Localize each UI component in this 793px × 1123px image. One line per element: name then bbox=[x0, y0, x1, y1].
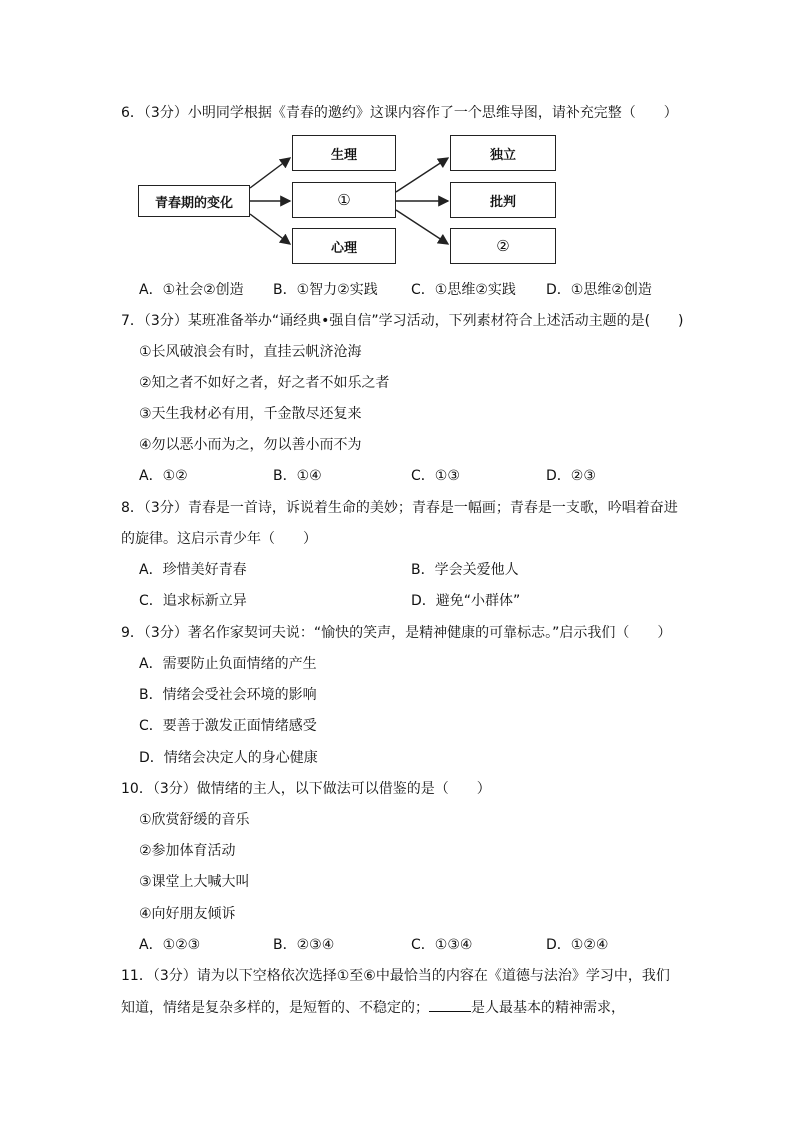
q11-stem-line2-part1: 知道，情绪是复杂多样的，是短暂的、不稳定的； bbox=[121, 1000, 429, 1016]
q10-option-b[interactable]: B．②③④ bbox=[273, 937, 335, 953]
node-critique: 批判 bbox=[450, 182, 556, 218]
q10-option-d[interactable]: D．①②④ bbox=[546, 937, 609, 953]
q10-item-2: ②参加体育活动 bbox=[139, 843, 236, 859]
q8-option-b[interactable]: B．学会关爱他人 bbox=[411, 562, 519, 578]
q10-item-4: ④向好朋友倾诉 bbox=[139, 906, 236, 922]
root-node: 青春期的变化 bbox=[138, 185, 250, 217]
q9-option-d[interactable]: D．情绪会决定人的身心健康 bbox=[139, 750, 318, 766]
node-psychology: 心理 bbox=[292, 228, 396, 264]
mind-map-diagram bbox=[138, 130, 568, 270]
q7-item-1: ①长风破浪会有时，直挂云帆济沧海 bbox=[139, 344, 362, 360]
q11-stem-line2 bbox=[121, 997, 625, 1018]
arrow-root-to-physiology bbox=[250, 158, 290, 188]
q10-item-1: ①欣赏舒缓的音乐 bbox=[139, 812, 250, 828]
q7-option-a[interactable]: A．①② bbox=[139, 468, 188, 484]
q7-stem: 7．（3分）某班准备举办“诵经典•强自信”学习活动，下列素材符合上述活动主题的是( ) bbox=[121, 313, 684, 329]
q10-stem: 10．（3分）做情绪的主人，以下做法可以借鉴的是（ ） bbox=[121, 781, 491, 797]
arrow-root-to-psychology bbox=[250, 214, 290, 244]
arrow-blank1-to-blank2 bbox=[396, 210, 448, 244]
q7-item-4: ④勿以恶小而为之，勿以善小而不为 bbox=[139, 437, 362, 453]
q8-option-a[interactable]: A．珍惜美好青春 bbox=[139, 562, 247, 578]
q9-stem: 9．（3分）著名作家契诃夫说：“愉快的笑声，是精神健康的可靠标志。”启示我们（ ） bbox=[121, 625, 672, 641]
q8-stem-line1: 8．（3分）青春是一首诗，诉说着生命的美妙；青春是一幅画；青春是一支歌，吟唱着奋进 bbox=[121, 500, 678, 516]
q8-option-c[interactable]: C．追求标新立异 bbox=[139, 593, 247, 609]
arrow-blank1-to-independence bbox=[396, 158, 448, 192]
q10-option-c[interactable]: C．①③④ bbox=[411, 937, 473, 953]
node-independence: 独立 bbox=[450, 135, 556, 171]
q6-option-c[interactable]: C．①思维②实践 bbox=[411, 282, 516, 298]
q10-item-3: ③课堂上大喊大叫 bbox=[139, 874, 250, 890]
q11-stem-line1: 11．（3分）请为以下空格依次选择①至⑥中最恰当的内容在《道德与法治》学习中，我们 bbox=[121, 968, 670, 984]
q8-stem-line2: 的旋律。这启示青少年（ ） bbox=[121, 531, 317, 547]
q6-option-d[interactable]: D．①思维②创造 bbox=[546, 282, 652, 298]
q9-option-c[interactable]: C．要善于激发正面情绪感受 bbox=[139, 718, 317, 734]
q6-option-a[interactable]: A．①社会②创造 bbox=[139, 282, 244, 298]
q9-option-a[interactable]: A．需要防止负面情绪的产生 bbox=[139, 656, 317, 672]
q6-option-b[interactable]: B．①智力②实践 bbox=[273, 282, 378, 298]
q8-option-d[interactable]: D．避免“小群体” bbox=[411, 593, 521, 609]
q11-stem-line2-part2: 是人最基本的精神需求， bbox=[471, 1000, 625, 1016]
q9-option-b[interactable]: B．情绪会受社会环境的影响 bbox=[139, 687, 317, 703]
q6-stem: 6．（3分）小明同学根据《青春的邀约》这课内容作了一个思维导图，请补充完整（ ） bbox=[121, 105, 678, 121]
q11-blank[interactable] bbox=[429, 997, 471, 1012]
node-blank-1: ① bbox=[292, 182, 396, 218]
q7-option-c[interactable]: C．①③ bbox=[411, 468, 460, 484]
node-physiology: 生理 bbox=[292, 135, 396, 171]
q7-item-3: ③天生我材必有用，千金散尽还复来 bbox=[139, 406, 362, 422]
node-blank-2: ② bbox=[450, 228, 556, 264]
q10-option-a[interactable]: A．①②③ bbox=[139, 937, 201, 953]
q7-item-2: ②知之者不如好之者，好之者不如乐之者 bbox=[139, 375, 390, 391]
q7-option-d[interactable]: D．②③ bbox=[546, 468, 596, 484]
q7-option-b[interactable]: B．①④ bbox=[273, 468, 322, 484]
